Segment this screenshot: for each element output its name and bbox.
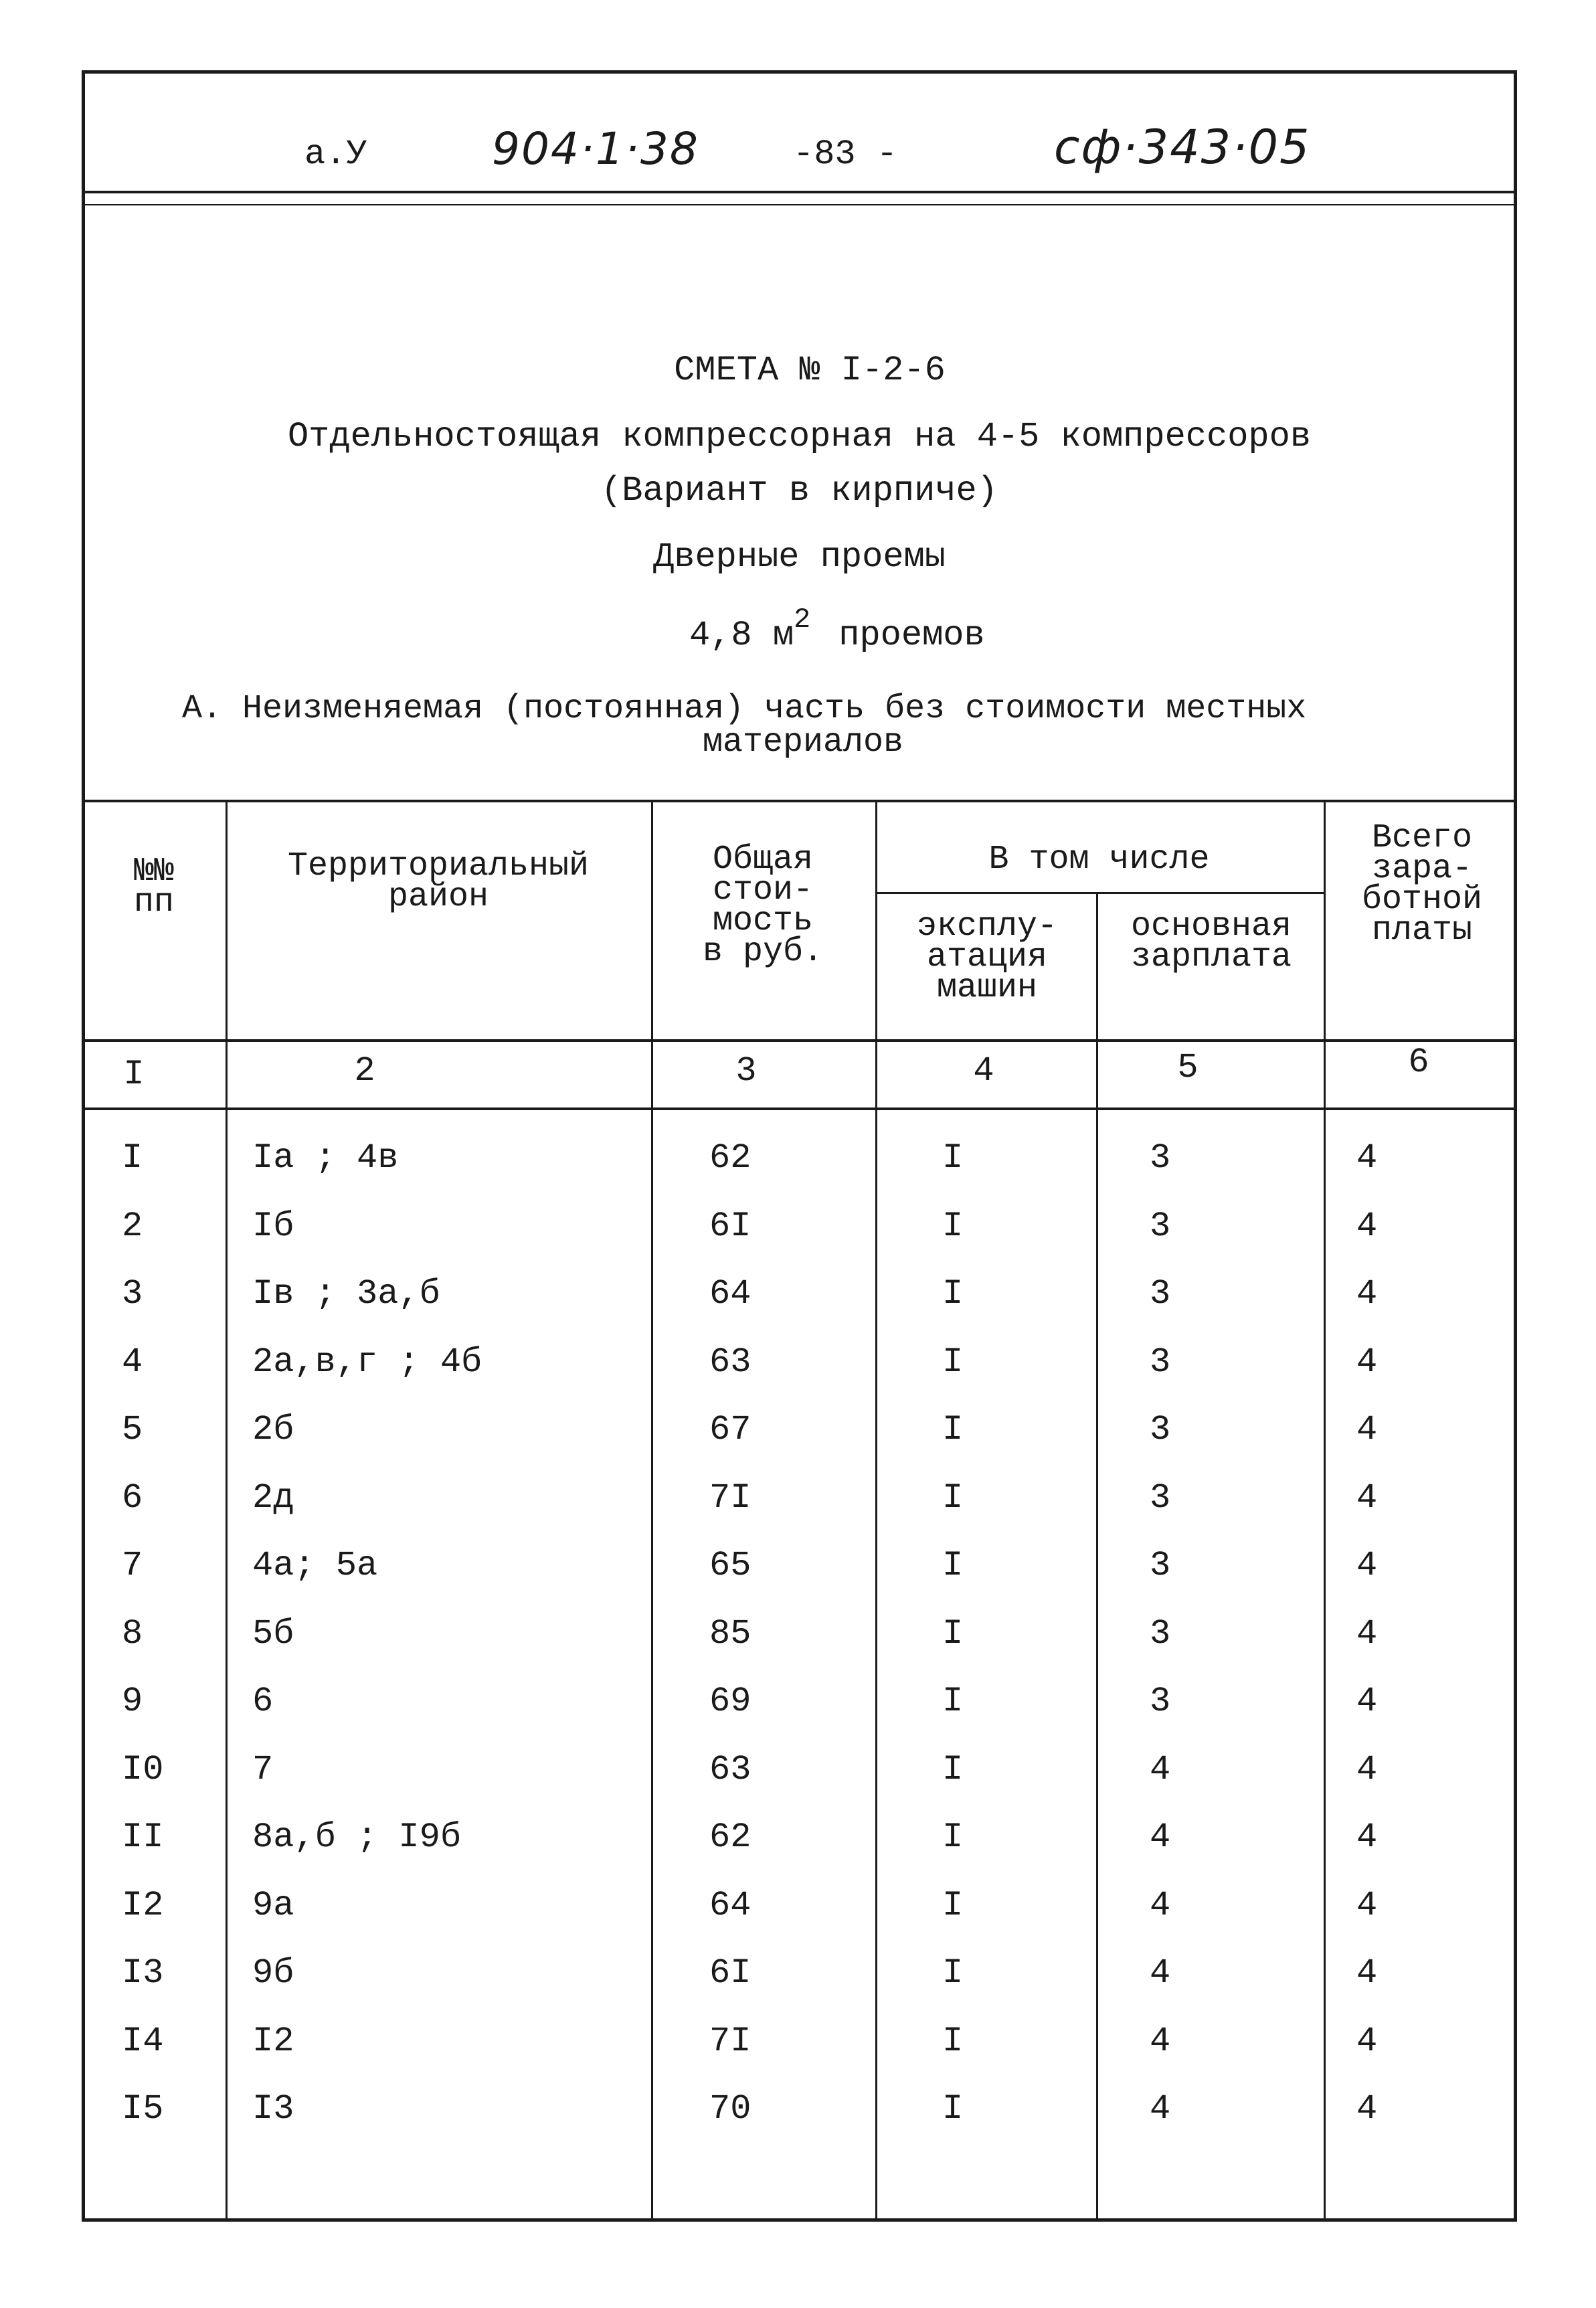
machine-operation-cell: I <box>942 2022 964 2061</box>
column-number-2: 2 <box>354 1051 375 1091</box>
machine-operation-cell: I <box>942 1138 964 1178</box>
column-number-5: 5 <box>1177 1048 1199 1087</box>
total-wages-cell: 4 <box>1356 2022 1378 2061</box>
row-number-cell: I <box>122 1138 143 1178</box>
base-wage-cell: 3 <box>1150 1682 1171 1721</box>
row-number-cell: 9 <box>122 1682 143 1721</box>
machine-operation-cell: I <box>942 1546 964 1585</box>
quantity <box>689 606 985 653</box>
total-cost-cell: 64 <box>709 1274 751 1314</box>
base-wage-cell: 3 <box>1150 1614 1171 1654</box>
row-number-cell: 7 <box>122 1546 143 1585</box>
territorial-district-cell: 9б <box>252 1953 294 1993</box>
header-divider-secondary <box>82 204 1517 205</box>
quantity-value: 4,8 м <box>689 616 794 655</box>
territorial-district-cell: I2 <box>252 2022 294 2061</box>
object-variant: (Вариант в кирпиче) <box>601 471 998 511</box>
base-wage-cell: 3 <box>1150 1546 1171 1585</box>
total-cost-cell: 67 <box>709 1410 751 1449</box>
total-cost-cell: 7I <box>709 1478 751 1518</box>
row-number-cell: 5 <box>122 1410 143 1449</box>
total-cost-cell: 6I <box>709 1953 751 1993</box>
base-wage-cell: 4 <box>1150 1817 1171 1857</box>
machine-operation-cell: I <box>942 1207 964 1246</box>
column-number-6: 6 <box>1408 1043 1429 1082</box>
territorial-district-cell: Iв ; 3а,б <box>252 1274 440 1314</box>
base-wage-cell: 3 <box>1150 1410 1171 1449</box>
header-total-wages: Всего зара- ботной платы <box>1361 819 1483 950</box>
column-divider-5 <box>1324 800 1326 2222</box>
album-prefix: а.У <box>304 135 367 174</box>
header-row-number: №№ пп <box>133 853 174 921</box>
total-wages-cell: 4 <box>1356 2089 1378 2129</box>
total-wages-cell: 4 <box>1356 1817 1378 1857</box>
column-number-1: I <box>123 1055 145 1094</box>
total-wages-cell: 4 <box>1356 1274 1378 1314</box>
territorial-district-cell: 6 <box>252 1682 274 1721</box>
total-wages-cell: 4 <box>1356 1478 1378 1518</box>
territorial-district-cell: 7 <box>252 1750 274 1789</box>
quantity-exponent: 2 <box>794 604 811 636</box>
territorial-district-cell: 8а,б ; I9б <box>252 1817 462 1857</box>
object-name: Отдельностоящая компрессорная на 4-5 компрессоров <box>287 417 1312 456</box>
total-cost-cell: 63 <box>709 1750 751 1789</box>
section-title-line1: А. Неизменяемая (постоянная) часть без стоимости местных <box>182 690 1307 728</box>
base-wage-cell: 4 <box>1150 1953 1171 1993</box>
element-name: Дверные проемы <box>653 537 946 577</box>
row-number-cell: 2 <box>122 1207 143 1246</box>
column-number-divider <box>82 1107 1517 1110</box>
total-wages-cell: 4 <box>1356 1886 1378 1925</box>
total-cost-cell: 85 <box>709 1614 751 1654</box>
column-divider-1 <box>226 800 228 2222</box>
quantity-unit: проемов <box>838 616 985 655</box>
estimate-title: СМЕТА № I-2-6 <box>674 351 946 390</box>
base-wage-cell: 4 <box>1150 2089 1171 2129</box>
page-number: -83 - <box>793 135 898 174</box>
total-cost-cell: 7I <box>709 2022 751 2061</box>
column-number-3: 3 <box>735 1051 757 1091</box>
machine-operation-cell: I <box>942 1342 964 1382</box>
territorial-district-cell: 5б <box>252 1614 294 1654</box>
total-cost-cell: 64 <box>709 1886 751 1925</box>
table-top-border <box>82 800 1517 802</box>
row-number-cell: I3 <box>122 1953 164 1993</box>
total-wages-cell: 4 <box>1356 1207 1378 1246</box>
base-wage-cell: 4 <box>1150 2022 1171 2061</box>
total-wages-cell: 4 <box>1356 1546 1378 1585</box>
machine-operation-cell: I <box>942 1886 964 1925</box>
base-wage-cell: 3 <box>1150 1342 1171 1382</box>
total-wages-cell: 4 <box>1356 1682 1378 1721</box>
header-machine-operation: эксплу- атация машин <box>916 907 1058 1007</box>
row-number-cell: 3 <box>122 1274 143 1314</box>
total-cost-cell: 6I <box>709 1207 751 1246</box>
total-cost-cell: 70 <box>709 2089 751 2129</box>
base-wage-cell: 3 <box>1150 1207 1171 1246</box>
base-wage-cell: 3 <box>1150 1478 1171 1518</box>
row-number-cell: II <box>122 1817 164 1857</box>
sheet-code: сф·343·05 <box>1054 120 1311 175</box>
territorial-district-cell: 2д <box>252 1478 294 1518</box>
row-number-cell: I5 <box>122 2089 164 2129</box>
total-wages-cell: 4 <box>1356 1342 1378 1382</box>
base-wage-cell: 3 <box>1150 1274 1171 1314</box>
territorial-district-cell: 4а; 5а <box>252 1546 378 1585</box>
machine-operation-cell: I <box>942 1274 964 1314</box>
total-wages-cell: 4 <box>1356 1614 1378 1654</box>
row-number-cell: I2 <box>122 1886 164 1925</box>
total-cost-cell: 69 <box>709 1682 751 1721</box>
machine-operation-cell: I <box>942 1953 964 1993</box>
machine-operation-cell: I <box>942 1478 964 1518</box>
machine-operation-cell: I <box>942 1410 964 1449</box>
total-wages-cell: 4 <box>1356 1953 1378 1993</box>
column-divider-3 <box>875 800 877 2222</box>
territorial-district-cell: I3 <box>252 2089 294 2129</box>
group-header-divider <box>875 892 1324 894</box>
total-cost-cell: 62 <box>709 1817 751 1857</box>
base-wage-cell: 4 <box>1150 1886 1171 1925</box>
header-base-wage: основная зарплата <box>1130 907 1292 976</box>
territorial-district-cell: Iб <box>252 1207 294 1246</box>
row-number-cell: 8 <box>122 1614 143 1654</box>
total-wages-cell: 4 <box>1356 1138 1378 1178</box>
total-cost-cell: 63 <box>709 1342 751 1382</box>
header-divider <box>82 191 1517 193</box>
total-wages-cell: 4 <box>1356 1410 1378 1449</box>
base-wage-cell: 4 <box>1150 1750 1171 1789</box>
header-territorial-district: Территориальный район <box>287 847 590 916</box>
total-cost-cell: 65 <box>709 1546 751 1585</box>
section-title-line2: материалов <box>702 723 904 762</box>
machine-operation-cell: I <box>942 1614 964 1654</box>
base-wage-cell: 3 <box>1150 1138 1171 1178</box>
column-number-4: 4 <box>973 1051 994 1091</box>
territorial-district-cell: Iа ; 4в <box>252 1138 399 1178</box>
total-wages-cell: 4 <box>1356 1750 1378 1789</box>
machine-operation-cell: I <box>942 1682 964 1721</box>
header-including: В том числе <box>988 840 1210 879</box>
header-bottom-border <box>82 1039 1517 1042</box>
machine-operation-cell: I <box>942 1750 964 1789</box>
total-cost-cell: 62 <box>709 1138 751 1178</box>
column-divider-2 <box>651 800 653 2222</box>
machine-operation-cell: I <box>942 1817 964 1857</box>
machine-operation-cell: I <box>942 2089 964 2129</box>
column-divider-4 <box>1096 892 1098 2222</box>
territorial-district-cell: 9а <box>252 1886 294 1925</box>
row-number-cell: I0 <box>122 1750 164 1789</box>
row-number-cell: 4 <box>122 1342 143 1382</box>
territorial-district-cell: 2а,в,г ; 4б <box>252 1342 482 1382</box>
row-number-cell: 6 <box>122 1478 143 1518</box>
header-total-cost: Общая стои- мость в руб. <box>702 840 824 971</box>
territorial-district-cell: 2б <box>252 1410 294 1449</box>
row-number-cell: I4 <box>122 2022 164 2061</box>
project-code: 904·1·38 <box>492 123 699 175</box>
